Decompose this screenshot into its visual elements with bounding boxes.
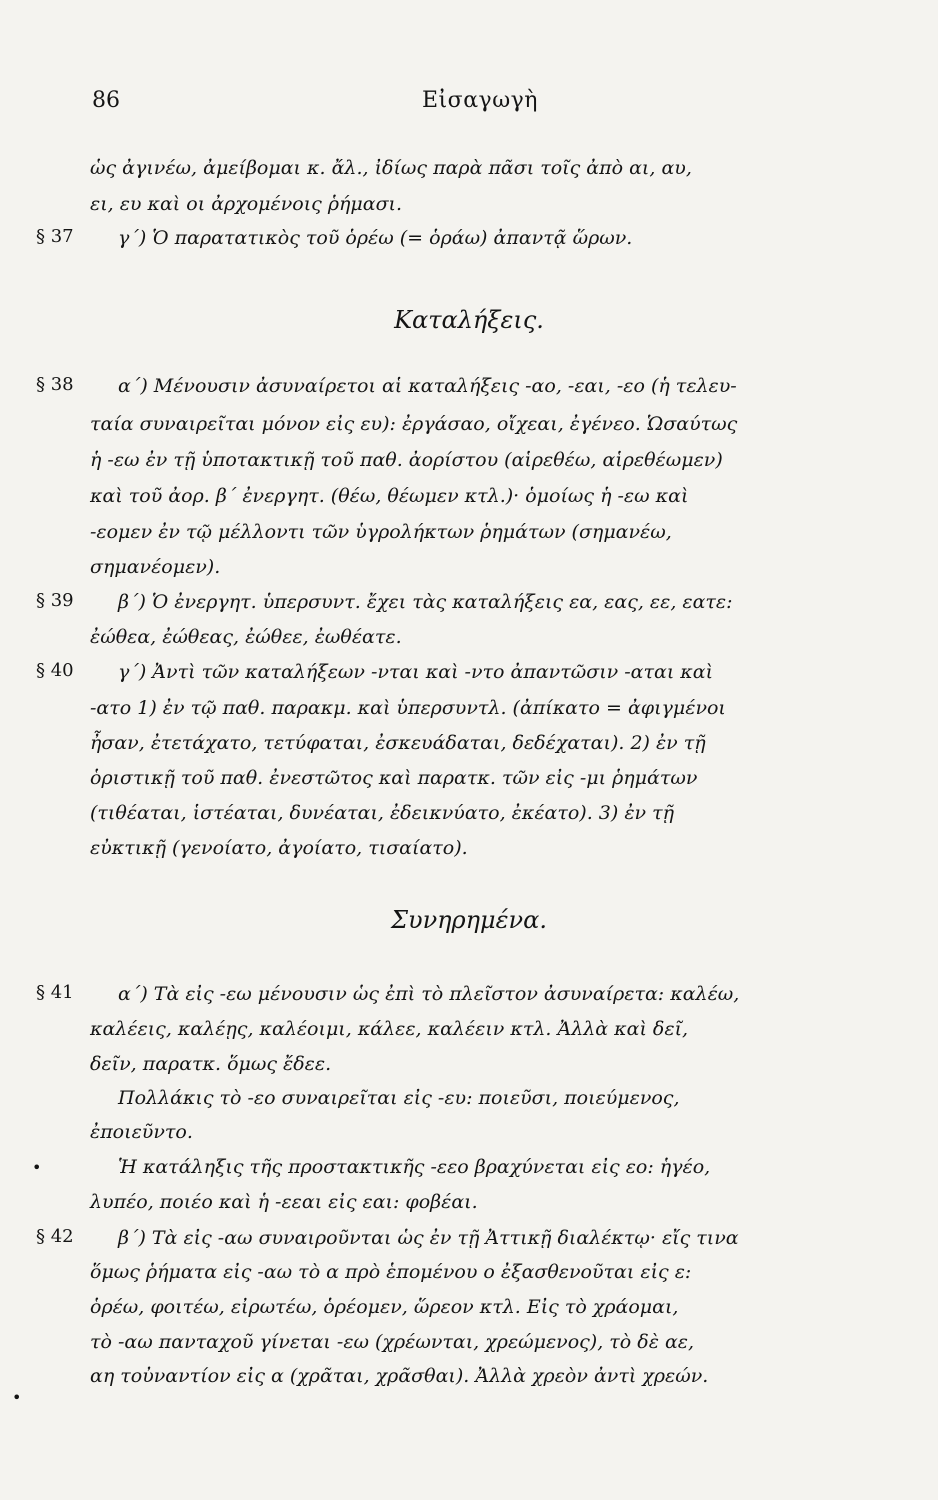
text-line: -εομεν ἐν τῷ μέλλοντι τῶν ὑγρολήκτων ῥημάτων (σημανέω, [90,521,672,543]
section-mark: § 39 [36,590,74,611]
text-line: ὁρέω, φοιτέω, εἰρωτέω, ὁρέομεν, ὥρεον κτλ. Εἰς τὸ χράομαι, [90,1296,679,1318]
text-line: α΄) Τὰ εἰς -εω μένουσιν ὡς ἐπὶ τὸ πλεῖστον ἀσυναίρετα: καλέω, [118,983,740,1005]
page-number: 86 [92,88,120,113]
text-line: α΄) Μένουσιν ἀσυναίρετοι αἱ καταλήξεις -αο, -εαι, -εο (ἡ τελευ- [118,375,737,397]
text-line: Πολλάκις τὸ -εο συναιρεῖται εἰς -ευ: ποιεῦσι, ποιεύμενος, [118,1087,680,1109]
section-mark: § 41 [36,982,74,1003]
text-line: ἐποιεῦντο. [90,1121,193,1143]
text-line: ἐώθεα, ἐώθεας, ἐώθεε, ἐωθέατε. [90,626,402,648]
text-line: αη τοὐναντίον εἰς α (χρᾶται, χρᾶσθαι). Ἀλλὰ χρεὸν ἀντὶ χρεών. [90,1365,709,1387]
text-line: λυπέο, ποιέο καὶ ἡ -εεαι εἰς εαι: φοβέαι. [90,1191,478,1213]
running-head: Εἰσαγωγὴ [422,88,538,113]
bullet-mark: • [12,1388,22,1407]
text-line: ὡς ἀγινέω, ἀμείβομαι κ. ἄλ., ἰδίως παρὰ πᾶσι τοῖς ἀπὸ αι, αυ, [90,157,692,179]
section-mark: § 42 [36,1226,74,1247]
text-line: β΄) Ὁ ἐνεργητ. ὑπερσυντ. ἔχει τὰς καταλήξεις εα, εας, εε, εατε: [118,591,733,613]
section-heading: Καταλήξεις. [394,306,544,334]
section-mark: § 40 [36,660,74,681]
text-line: ει, ευ καὶ οι ἀρχομένοις ῥήμασι. [90,193,403,215]
text-line: ὅμως ῥήματα εἰς -αω τὸ α πρὸ ἑπομένου ο ἐξασθενοῦται εἰς ε: [90,1261,692,1283]
text-line: τὸ -αω πανταχοῦ γίνεται -εω (χρέωνται, χρεώμενος), τὸ δὲ αε, [90,1331,695,1353]
text-line: ἡ -εω ἐν τῇ ὑποτακτικῇ τοῦ παθ. ἀορίστου (αἱρεθέω, αἱρεθέωμεν) [90,449,723,471]
text-line: σημανέομεν). [90,556,221,578]
bullet-mark: • [32,1158,42,1177]
text-line: Ἡ κατάληξις τῆς προστακτικῆς -εεο βραχύνεται εἰς εο: ἡγέο, [118,1156,711,1178]
text-line: γ΄) Ὁ παρατατικὸς τοῦ ὁρέω (= ὁράω) ἀπαντᾷ ὥρων. [118,227,633,249]
text-line: (τιθέαται, ἱστέαται, δυνέαται, ἐδεικνύατο, ἐκέατο). 3) ἐν τῇ [90,802,675,824]
text-line: καλέεις, καλέῃς, καλέοιμι, κάλεε, καλέειν κτλ. Ἀλλὰ καὶ δεῖ, [90,1018,689,1040]
text-line: ταία συναιρεῖται μόνον εἰς ευ): ἐργάσαο, οἴχεαι, ἐγένεο. Ὡσαύτως [90,413,738,435]
text-line: καὶ τοῦ ἀορ. β΄ ἐνεργητ. (θέω, θέωμεν κτλ.)· ὁμοίως ἡ -εω καὶ [90,485,689,507]
section-mark: § 37 [36,226,74,247]
section-heading: Συνηρημένα. [391,906,547,934]
text-line: δεῖν, παρατκ. ὅμως ἔδεε. [90,1053,332,1075]
text-line: εὐκτικῇ (γενοίατο, ἀγοίατο, τισαίατο). [90,837,468,859]
text-line: ἦσαν, ἐτετάχατο, τετύφαται, ἐσκευάδαται, δεδέχαται). 2) ἐν τῇ [90,732,706,754]
page-header [92,88,852,118]
text-line: -ατο 1) ἐν τῷ παθ. παρακμ. καὶ ὑπερσυντλ. (ἀπίκατο = ἀφιγμένοι [90,697,726,719]
text-line: γ΄) Ἀντὶ τῶν καταλήξεων -νται καὶ -ντο ἀπαντῶσιν -αται καὶ [118,661,714,683]
section-mark: § 38 [36,374,74,395]
text-line: β΄) Τὰ εἰς -αω συναιροῦνται ὡς ἐν τῇ Ἀττικῇ διαλέκτῳ· εἴς τινα [118,1227,739,1249]
text-line: ὁριστικῇ τοῦ παθ. ἐνεστῶτος καὶ παρατκ. τῶν εἰς -μι ῥημάτων [90,767,698,789]
